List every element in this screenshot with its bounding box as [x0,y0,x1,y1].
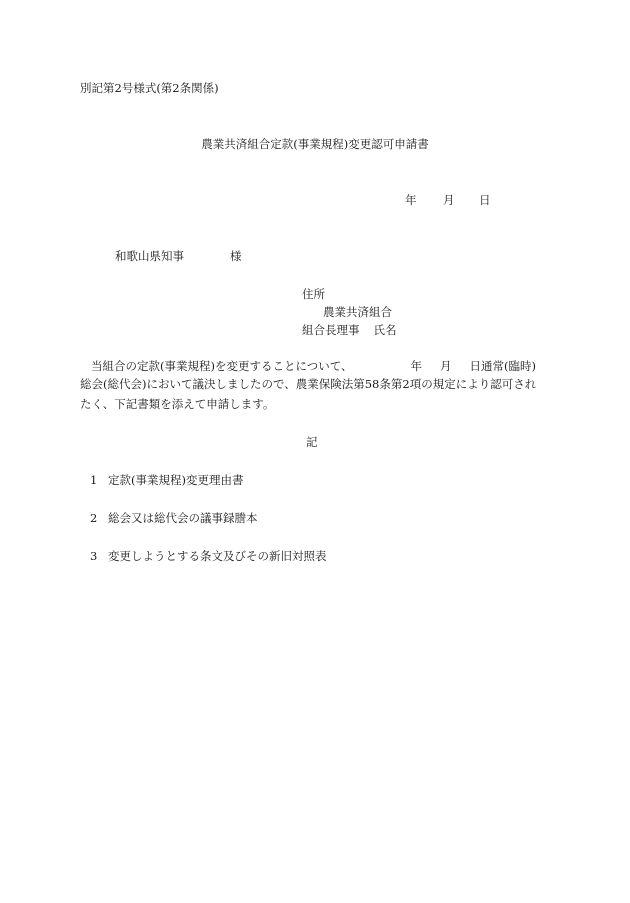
addressee-governor: 和歌山県知事 [115,249,184,263]
addressee-honorific: 様 [230,249,242,263]
sender-name-label: 氏名 [373,323,397,337]
document-title: 農業共済組合定款(事業規程)変更認可申請書 [201,137,429,151]
body-line-1-year: 年 [410,359,423,373]
attachment-item [90,472,243,488]
note-heading: 記 [306,435,318,449]
attachment-number: 3 [90,549,98,563]
attachment-text: 定款(事業規程)変更理由書 [108,473,244,487]
body-line-1-month: 月 [440,359,452,373]
body-line-1 [91,358,536,374]
date-day: 日 [479,193,491,207]
attachment-number: 2 [90,511,98,525]
attachment-text: 総会又は総代会の議事録謄本 [108,511,258,525]
attachment-item [90,510,258,526]
date-year: 年 [405,193,417,207]
body-line-3: たく、下記書類を添えて申請します。 [80,397,275,411]
form-label: 別記第2号様式(第2条関係) [80,81,219,95]
sender-address-label: 住所 [302,287,325,301]
date-line [405,192,491,208]
attachment-text: 変更しようとする条文及びその新旧対照表 [108,549,327,563]
body-line-2: 総会(総代会)において議決しましたので、農業保険法第58条第2項の規定により認可され [80,377,537,391]
body-line-1-end: 日通常(臨時) [469,359,536,373]
attachment-item [90,548,327,564]
sender-organization: 農業共済組合 [323,305,392,319]
attachment-number: 1 [90,473,98,487]
date-month: 月 [443,193,455,207]
sender-chief-label: 組合長理事 [302,323,360,337]
body-line-1-start: 当組合の定款(事業規程)を変更することについて、 [91,359,353,373]
sender-chief-line [302,322,397,338]
